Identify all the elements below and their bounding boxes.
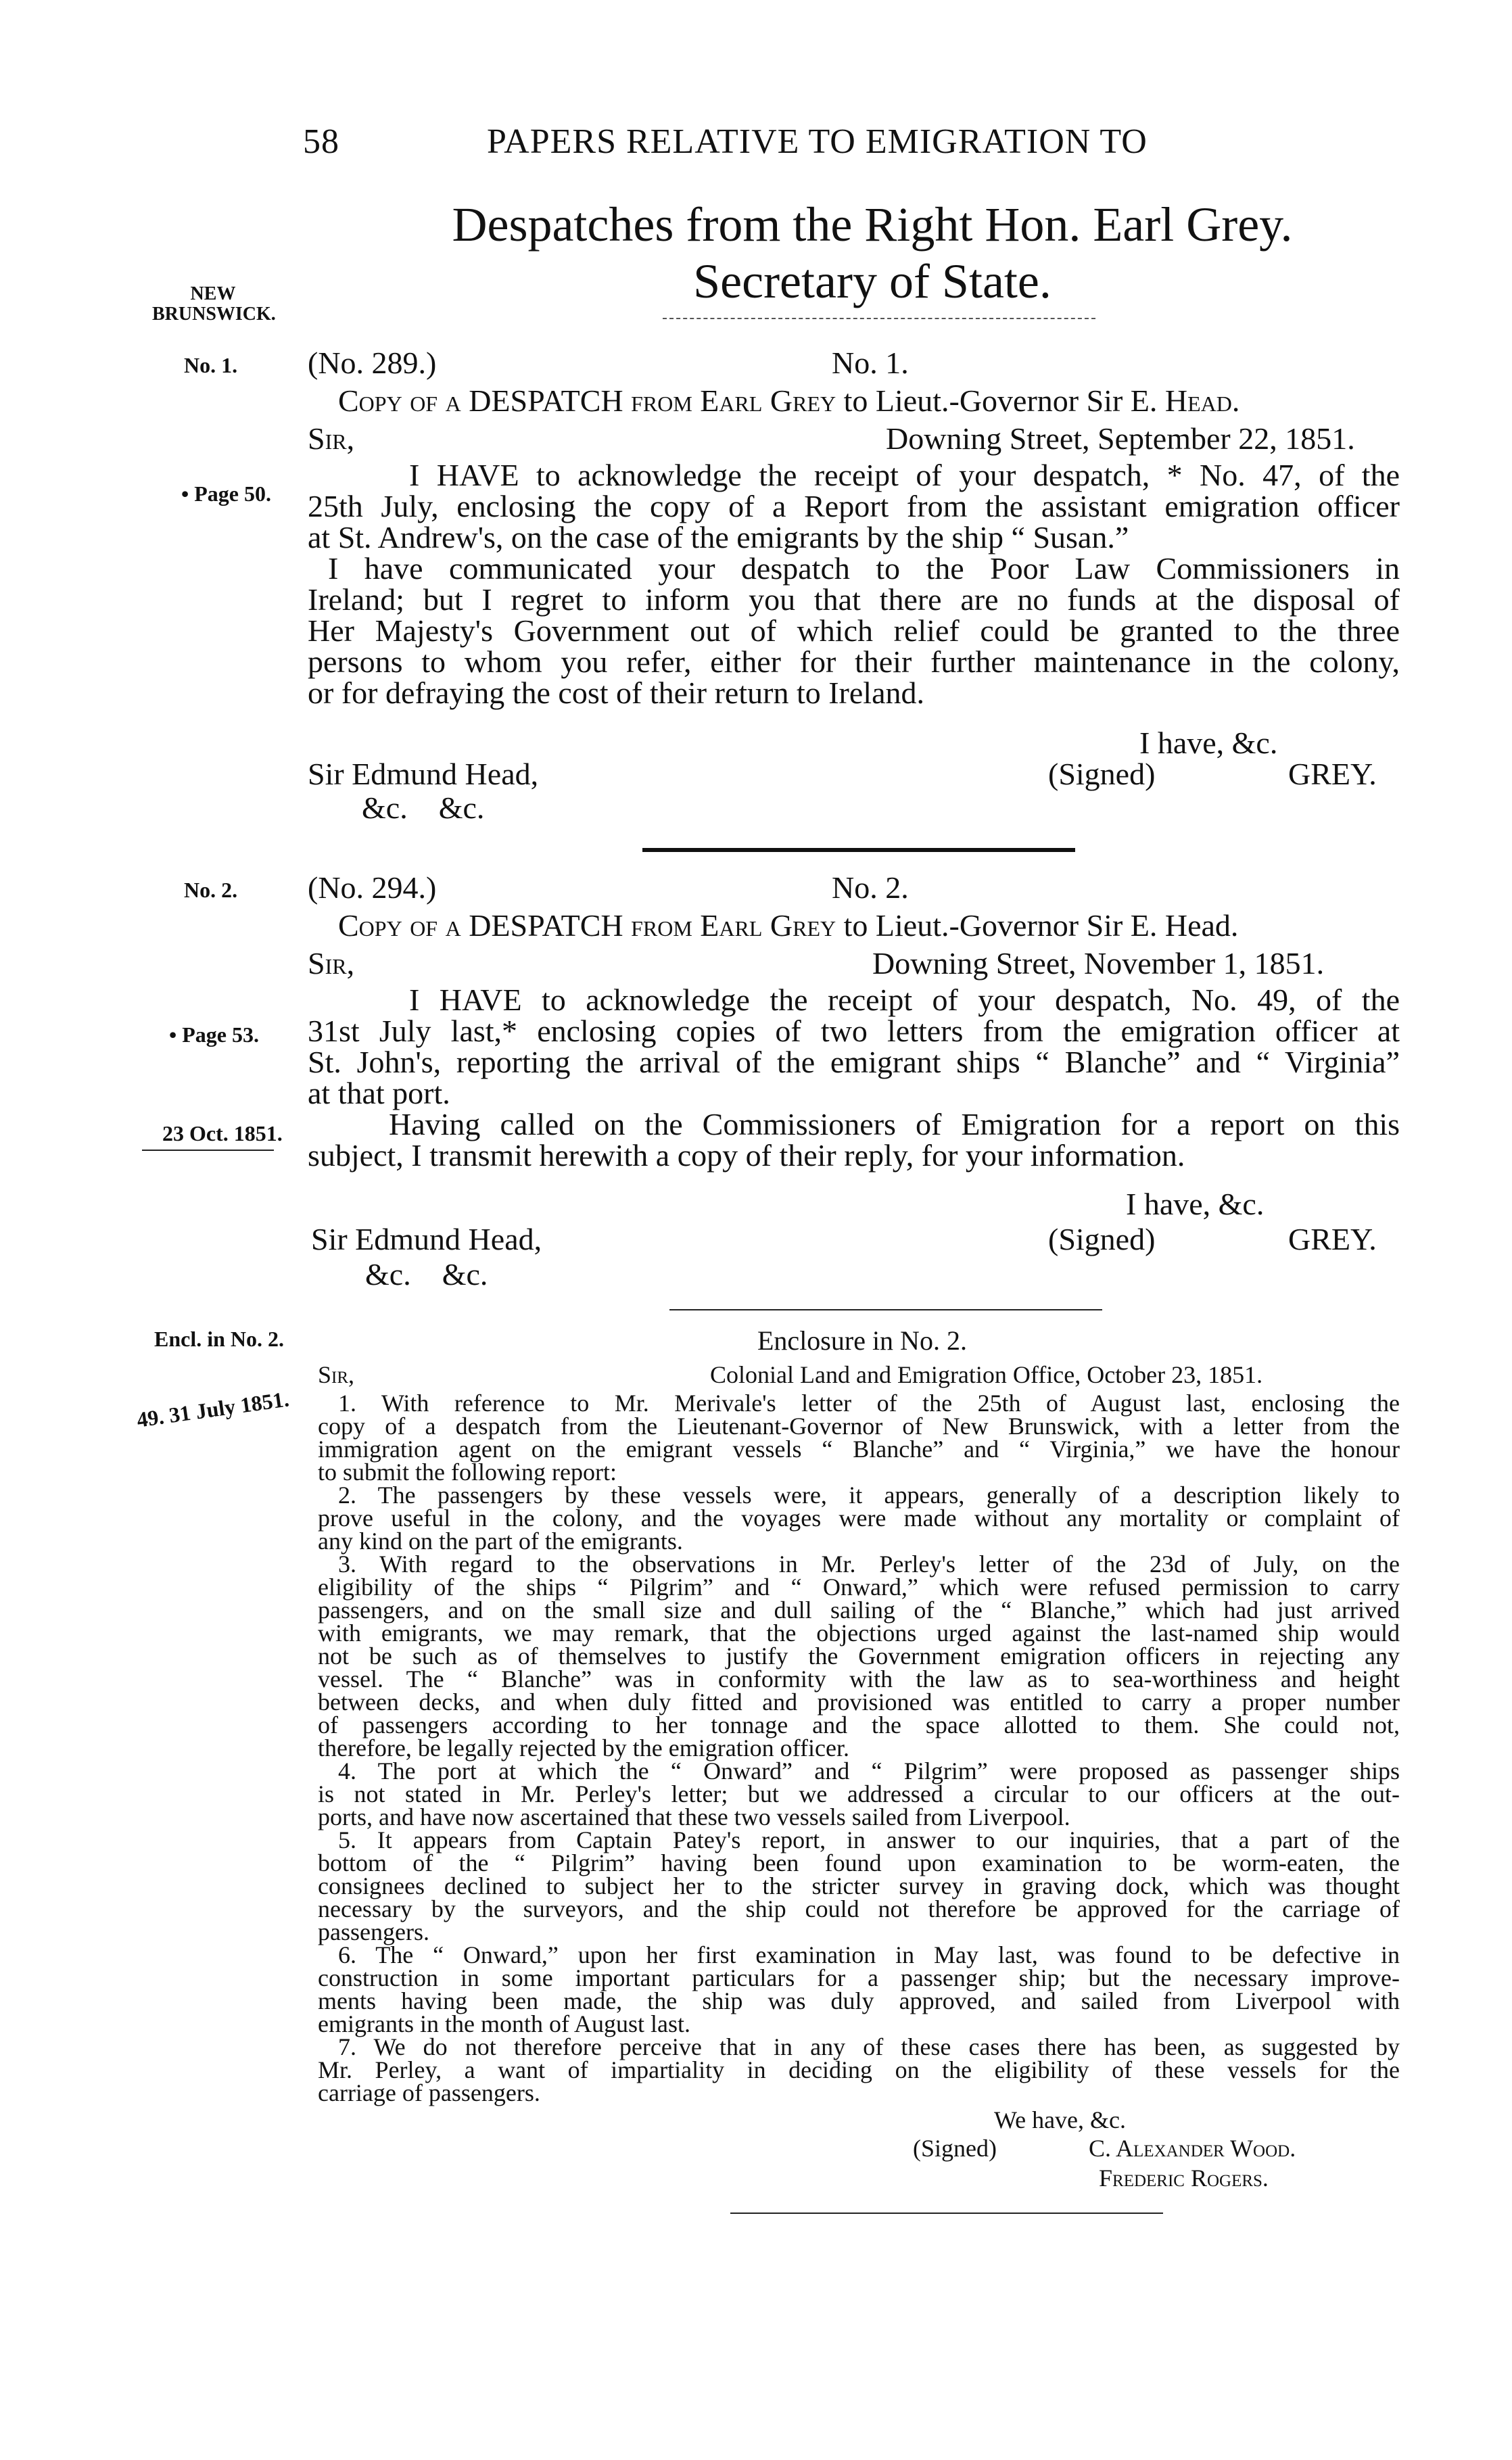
enclosure-signer-1: C. Alexander Wood. [1089, 2135, 1296, 2162]
text-line: I HAVE to acknowledge the receipt of your despatch, No. 49, of the [409, 983, 1400, 1017]
margin-oct1851: 23 Oct. 1851. [162, 1121, 283, 1145]
text-line: immigration agent on the emigrant vessels “ Blanche” and “ Virginia,” we have the honour [318, 1436, 1400, 1463]
enclosure-salutation: Sir, [318, 1361, 355, 1388]
text-line: prove useful in the colony, and the voyages were made without any mortality or complaint of [318, 1505, 1400, 1532]
despatch-2-number-paren: (No. 294.) [308, 870, 437, 905]
despatch-1-addressee: Sir Edmund Head, [308, 757, 539, 791]
text-line: St. John's, reporting the arrival of the emigrant ships “ Blanche” and “ Virginia” [308, 1045, 1400, 1079]
margin-no2: No. 2. [184, 878, 238, 902]
text-line: with emigrants, we may remark, that the objections urged against the last-named ship would [318, 1619, 1400, 1647]
text-line: I HAVE to acknowledge the receipt of your despatch, * No. 47, of the [409, 458, 1400, 492]
section-divider [669, 1309, 1102, 1310]
despatch-1-number-paren: (No. 289.) [308, 346, 437, 380]
margin-page53: • Page 53. [169, 1022, 259, 1047]
enclosure-signed: (Signed) [913, 2135, 997, 2162]
margin-encl: Encl. in No. 2. [154, 1327, 285, 1351]
despatch-2-dateline: Downing Street, November 1, 1851. [872, 946, 1325, 980]
page-number: 58 [303, 122, 339, 161]
text-line: 25th July, enclosing the copy of a Report from the assistant emigration officer [308, 489, 1400, 523]
text-line: or for defraying the cost of their return to Ireland. [308, 676, 924, 710]
text-line: copy of a despatch from the Lieutenant-Governor of New Brunswick, with a letter from the [318, 1413, 1400, 1440]
text-line: 4. The port at which the “ Onward” and “ Pilgrim” were proposed as passenger ships [338, 1757, 1400, 1784]
despatch-2-body [308, 985, 1400, 1171]
title-line-1: Despatches from the Right Hon. Earl Grey. [452, 197, 1293, 252]
text-line: at that port. [308, 1076, 450, 1110]
text-line: carriage of passengers. [318, 2079, 540, 2106]
running-title: PAPERS RELATIVE TO EMIGRATION TO [487, 122, 1148, 161]
text-line: construction in some important particulars for a passenger ship; but the necessary improve- [318, 1964, 1400, 1991]
margin-july1851: 49. 31 July 1851. [135, 1386, 291, 1432]
text-line: is not stated in Mr. Perley's letter; but we addressed a circular to our officers at the out- [318, 1780, 1400, 1807]
page-title [379, 196, 1366, 310]
enclosure-heading: Enclosure in No. 2. [757, 1325, 967, 1356]
text-line: 7. We do not therefore perceive that in any of these cases there has been, as suggested by [338, 2033, 1400, 2060]
enclosure-closing: We have, &c. [994, 2106, 1127, 2133]
enclosure-dateline: Colonial Land and Emigration Office, October 23, 1851. [710, 1361, 1263, 1388]
text-line: passengers, and on the small size and dull sailing of the “ Blanche,” which had just arrived [318, 1596, 1400, 1624]
margin-colony: NEW BRUNSWICK. [152, 283, 276, 325]
title-divider [663, 318, 1095, 319]
despatch-2-heading: Copy of a DESPATCH from Earl Grey to Lieut.-Governor Sir E. Head. [338, 908, 1239, 943]
text-line: passengers. [318, 1918, 429, 1945]
section-divider [730, 2213, 1163, 2214]
text-line: 1. With reference to Mr. Merivale's letter of the 25th of August last, enclosing the [338, 1390, 1400, 1417]
text-line: Mr. Perley, a want of impartiality in deciding on the eligibility of these vessels for the [318, 2056, 1400, 2083]
text-line: persons to whom you refer, either for their further maintenance in the colony, [308, 644, 1400, 679]
despatch-1-addressee-etc: &c. &c. [362, 790, 485, 825]
despatch-1-salutation: Sir, [308, 421, 355, 456]
despatch-1-body [308, 460, 1400, 709]
text-line: 6. The “ Onward,” upon her first examination in May last, was found to be defective in [338, 1941, 1400, 1968]
despatch-2-number: No. 2. [832, 870, 909, 905]
text-line: at St. Andrew's, on the case of the emigrants by the ship “ Susan.” [308, 520, 1129, 554]
text-line: therefore, be legally rejected by the emigration officer. [318, 1734, 849, 1761]
text-line: I have communicated your despatch to the Poor Law Commissioners in [328, 551, 1400, 586]
text-line: bottom of the “ Pilgrim” having been found upon examination to be worm-eaten, the [318, 1849, 1400, 1876]
margin-no1: No. 1. [184, 353, 238, 377]
text-line: eligibility of the ships “ Pilgrim” and “ Onward,” which were refused permission to carry [318, 1574, 1400, 1601]
despatch-2-signed: (Signed) [1048, 1222, 1156, 1256]
text-line: necessary by the surveyors, and the ship could not therefore be approved for the carriage of [318, 1895, 1400, 1922]
text-line: ments having been made, the ship was duly approved, and sailed from Liverpool with [318, 1987, 1400, 2014]
text-line: 31st July last,* enclosing copies of two letters from the emigration officer at [308, 1014, 1400, 1048]
text-line: ports, and have now ascertained that these two vessels sailed from Liverpool. [318, 1803, 1070, 1830]
text-line: subject, I transmit herewith a copy of their reply, for your information. [308, 1138, 1185, 1173]
text-line: vessel. The “ Blanche” was in conformity with the law as to sea-worthiness and height [318, 1665, 1400, 1693]
despatch-2-addressee-etc: &c. &c. [365, 1257, 488, 1292]
text-line: Ireland; but I regret to inform you that there are no funds at the disposal of [308, 582, 1400, 617]
text-line: 2. The passengers by these vessels were, it appears, generally of a description likely to [338, 1482, 1400, 1509]
text-line: 5. It appears from Captain Patey's report, in answer to our inquiries, that a part of the [338, 1826, 1400, 1853]
despatch-1-closing: I have, &c. [1139, 726, 1278, 760]
despatch-1-heading: Copy of a DESPATCH from Earl Grey to Lieut.-Governor Sir E. Head. [338, 383, 1240, 418]
text-line: between decks, and when duly fitted and provisioned was entitled to carry a proper number [318, 1688, 1400, 1716]
despatch-1-dateline: Downing Street, September 22, 1851. [886, 421, 1355, 456]
despatch-2-closing: I have, &c. [1126, 1187, 1265, 1221]
text-line: emigrants in the month of August last. [318, 2010, 690, 2037]
margin-divider [142, 1150, 274, 1151]
margin-page50: • Page 50. [181, 481, 271, 506]
text-line: Having called on the Commissioners of Emigration for a report on this [389, 1107, 1400, 1141]
despatch-2-addressee: Sir Edmund Head, [311, 1222, 542, 1256]
title-line-2: Secretary of State. [693, 254, 1052, 308]
section-divider [642, 848, 1075, 852]
despatch-1-signed: (Signed) [1048, 757, 1156, 791]
text-line: Her Majesty's Government out of which relief could be granted to the three [308, 613, 1400, 648]
despatch-2-salutation: Sir, [308, 946, 355, 980]
text-line: to submit the following report: [318, 1459, 617, 1486]
enclosure-body [318, 1392, 1400, 2104]
despatch-2-signer: GREY. [1288, 1222, 1377, 1256]
despatch-1-signer: GREY. [1288, 757, 1377, 791]
enclosure-signer-2: Frederic Rogers. [1099, 2165, 1269, 2192]
text-line: any kind on the part of the emigrants. [318, 1528, 683, 1555]
text-line: consignees declined to subject her to the stricter survey in graving dock, which was thought [318, 1872, 1400, 1899]
text-line: 3. With regard to the observations in Mr. Perley's letter of the 23d of July, on the [338, 1551, 1400, 1578]
text-line: not be such as of themselves to justify the Government emigration officers in rejecting any [318, 1642, 1400, 1670]
text-line: of passengers according to her tonnage and the space allotted to them. She could not, [318, 1711, 1400, 1738]
despatch-1-number: No. 1. [832, 346, 909, 380]
